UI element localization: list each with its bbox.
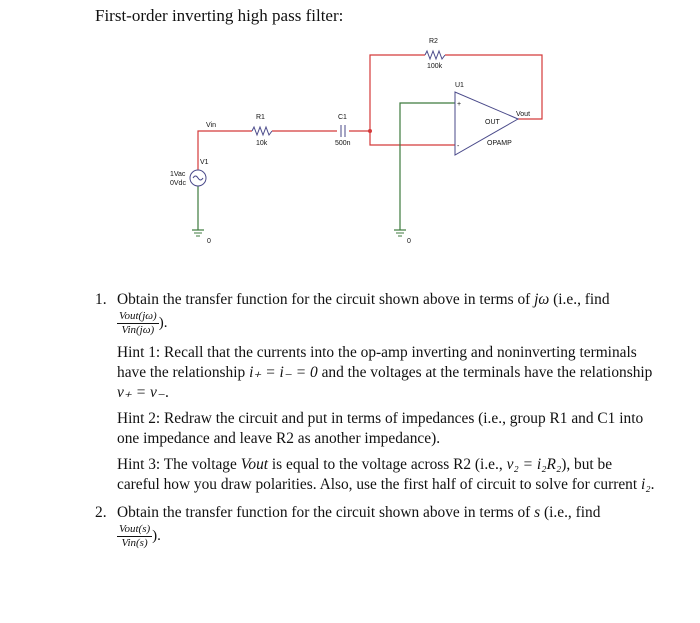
question-2 — [95, 503, 655, 550]
r2-value: 100k — [427, 63, 443, 70]
r1-value: 10k — [256, 140, 268, 147]
transfer-fraction: $\frac{\text{Vout(jω)}}{\text{Vin(jω)}}$ — [119, 310, 157, 336]
resistor-r1 — [252, 127, 272, 135]
page-title: First-order inverting high pass filter: — [95, 6, 344, 25]
ground-left-icon — [192, 230, 204, 236]
wire-feedback-left — [370, 55, 425, 131]
source-name: V1 — [200, 159, 209, 166]
circuit-schematic — [0, 0, 700, 280]
opamp-label: OPAMP — [487, 140, 512, 147]
wire-vin — [198, 131, 252, 178]
vin-net-label: Vin — [206, 122, 216, 129]
question-number: 1. — [95, 291, 107, 308]
transfer-fraction: $\frac{\text{Vout(s)}}{\text{Vin(s)}}$ — [119, 523, 151, 549]
opamp-plus-pin: + — [457, 101, 462, 108]
junction-dot — [368, 129, 372, 133]
wire-plus-ground — [400, 103, 455, 230]
resistor-r2 — [425, 51, 445, 59]
question-text: Obtain the transfer function for the circuit shown above in terms of s (i.e., find $\frac{\text{Vout(s)}}{\text{Vin(s)}}$ ). — [117, 504, 601, 549]
capacitor-c1 — [341, 125, 345, 137]
hint-1: Hint 1: Recall that the currents into the op-amp inverting and noninverting terminals have the relationship i₊ = i₋ = 0 and the voltages at the terminals have the relationship v₊ = v₋. — [117, 344, 653, 401]
question-list — [95, 290, 655, 558]
wire-minus — [370, 131, 455, 145]
c1-label: C1 — [338, 114, 347, 121]
source-dc: 0Vdc — [170, 180, 186, 187]
ground-mid-icon — [394, 230, 406, 236]
opamp-minus-pin: - — [457, 143, 460, 150]
hint-2: Hint 2: Redraw the circuit and put in terms of impedances (i.e., group R1 and C1 into one impedance and leave R2 as another impedance). — [117, 410, 644, 447]
r2-label: R2 — [429, 38, 438, 45]
source-ac: 1Vac — [170, 171, 186, 178]
ground-left-label: 0 — [207, 238, 211, 245]
question-1 — [95, 290, 655, 495]
opamp-name: U1 — [455, 82, 464, 89]
c1-value: 500n — [335, 140, 351, 147]
hint-3: Hint 3: The voltage Vout is equal to the voltage across R2 (i.e., v₂ = i₂R₂), but be careful how you draw polarities. Also, use the first half of circuit to solve for current i₂. — [117, 456, 655, 493]
vout-net-label: Vout — [516, 111, 531, 118]
opamp-out-pin: OUT — [485, 119, 500, 126]
question-number: 2. — [95, 504, 107, 521]
question-text: Obtain the transfer function for the circuit shown above in terms of jω (i.e., find $\frac{\text{Vout(jω)}}{\text{Vin(jω)}}$ ). — [117, 291, 610, 336]
r1-label: R1 — [256, 114, 265, 121]
ground-mid-label: 0 — [407, 238, 411, 245]
